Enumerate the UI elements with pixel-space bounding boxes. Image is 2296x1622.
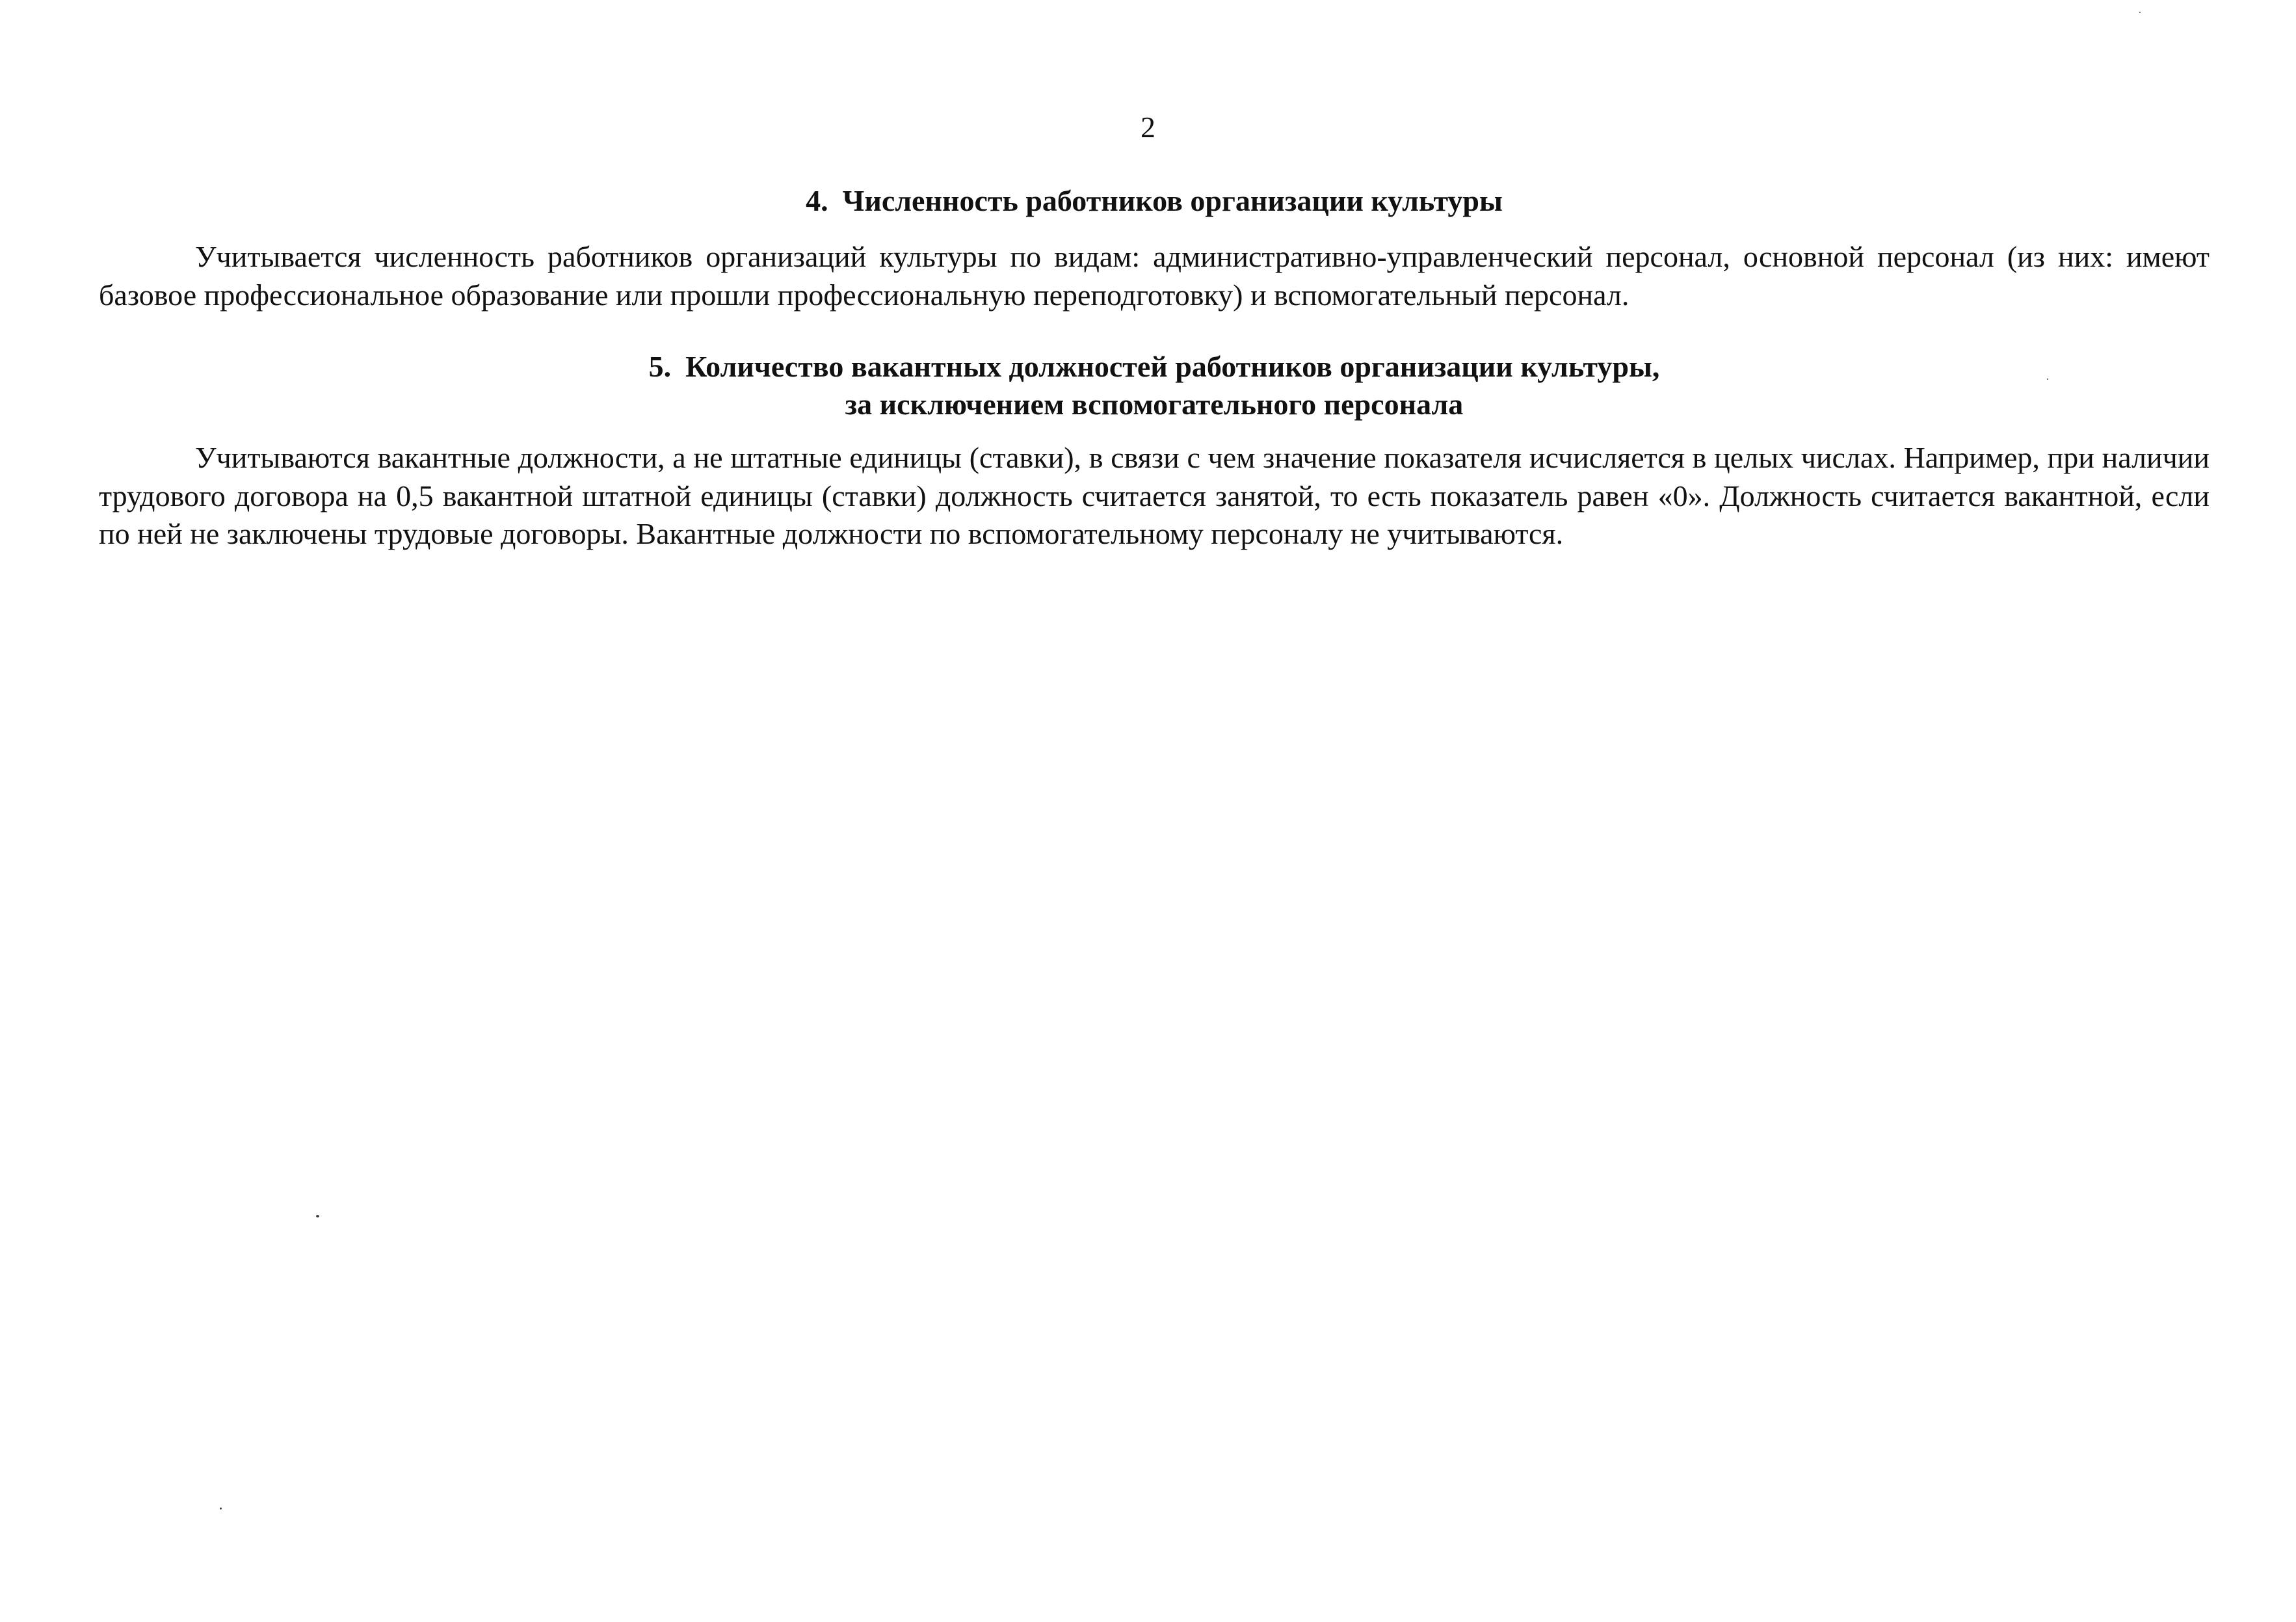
section-4-paragraph: Учитывается численность работников организаций культуры по видам: административно-управленческий персонал, основной персонал (из них: имеют базовое профессиональное образование или прошли профессиональную переподготовку) и вспомогательный персонал.	[99, 240, 2210, 312]
section-4-heading	[99, 182, 2210, 220]
page-number: 2	[1141, 111, 1155, 144]
scan-speck	[2047, 379, 2048, 380]
section-5-title-part-1: Количество вакантных должностей работников организации культуры,	[685, 350, 1660, 383]
section-5-title-line-2: за исключением вспомогательного персонала	[845, 388, 1464, 421]
section-5-paragraph: Учитываются вакантные должности, а не штатные единицы (ставки), в связи с чем значение показателя исчисляется в целых числах. Например, при наличии трудового договора на 0,5 вакантной штатной единицы (ставки) должность считается занятой, то есть показатель равен «0». Должность считается вакантной, если по ней не заключены трудовые договоры. Вакантные должности по вспомогательному персоналу не учитываются.	[99, 441, 2210, 550]
section-4-title: Численность работников организации культуры	[842, 184, 1503, 217]
section-5-title-line-1	[99, 348, 2210, 386]
scan-speck	[220, 1508, 222, 1509]
section-5-heading	[99, 348, 2210, 423]
section-5-number: 5.	[648, 350, 672, 383]
scan-speck	[316, 1215, 319, 1217]
document-body	[99, 182, 2210, 553]
scan-speck	[2139, 12, 2141, 13]
section-4-number: 4.	[806, 184, 828, 217]
